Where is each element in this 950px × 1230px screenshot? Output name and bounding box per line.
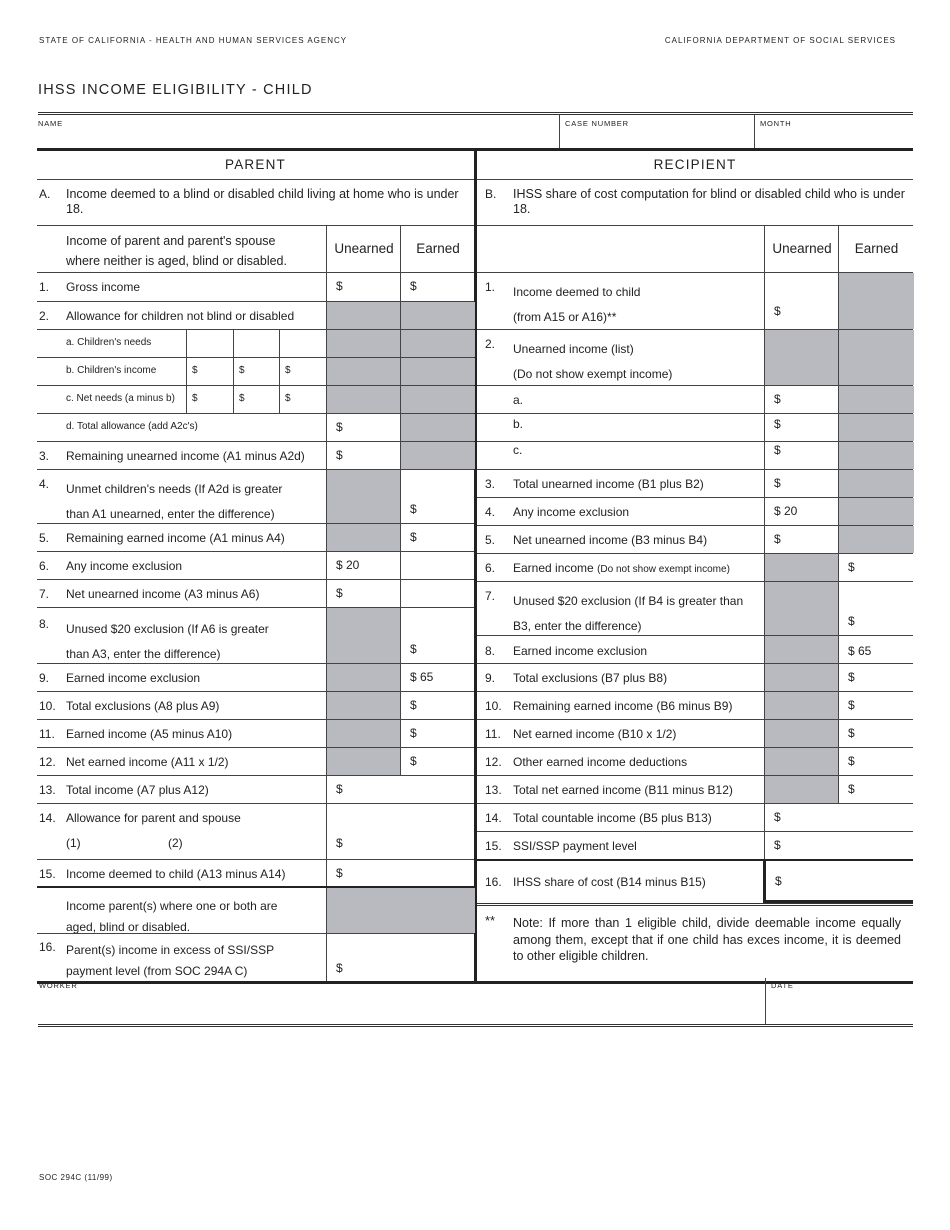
row-label	[513, 589, 743, 639]
row-number: 8.	[485, 644, 496, 658]
row-label: Total exclusions (B7 plus B8)	[513, 671, 668, 685]
row-label: d. Total allowance (add A2c's)	[66, 421, 198, 432]
parent-row-7	[37, 580, 474, 608]
row-label	[66, 477, 282, 527]
row-number: 5.	[39, 531, 50, 545]
row-number: 8.	[39, 617, 50, 631]
dollar-sign: $	[774, 810, 781, 824]
recipient-row-11	[477, 720, 913, 748]
row-number: 11.	[485, 727, 501, 741]
shaded-cell	[764, 692, 839, 719]
a1-earned-input[interactable]	[400, 273, 475, 301]
shaded-cell	[326, 748, 401, 775]
recipient-row-14	[477, 804, 913, 832]
row-label: b. Children's income	[66, 365, 157, 376]
parent-row-10	[37, 692, 474, 720]
name-label: NAME	[38, 119, 63, 128]
b8-earned-value	[838, 636, 914, 663]
shaded-cell	[764, 636, 839, 663]
note-marker: **	[485, 913, 496, 928]
parent-row-12	[37, 748, 474, 776]
dollar-sign: $	[192, 365, 198, 376]
parent-section	[37, 151, 477, 981]
recipient-row-12	[477, 748, 913, 776]
shaded-cell	[838, 442, 914, 469]
dollar-sign: $	[410, 502, 417, 516]
row-label: Gross income	[66, 280, 141, 294]
shaded-cell	[764, 664, 839, 691]
dollar-sign: $	[774, 476, 781, 490]
row-number: 7.	[485, 589, 496, 603]
dollar-sign: $	[336, 836, 343, 850]
row-number: 14.	[485, 811, 502, 825]
case-number-field[interactable]	[559, 115, 755, 148]
row-number: 16.	[39, 940, 56, 954]
row-number: 3.	[485, 477, 496, 491]
row-label	[513, 561, 730, 576]
row-number: 10.	[39, 699, 56, 713]
recipient-row-2b	[477, 414, 913, 442]
parent-row-2a	[37, 330, 474, 358]
b2a-unearned-input[interactable]	[764, 386, 839, 413]
shaded-cell	[838, 498, 914, 525]
row-label: c. Net needs (a minus b)	[66, 393, 175, 404]
recipient-row-2a	[477, 386, 913, 414]
parent-row-4	[37, 470, 474, 524]
recipient-earned-header: Earned	[854, 241, 899, 256]
shaded-cell	[400, 442, 475, 469]
dollar-sign: $	[285, 393, 291, 404]
parent-row-1	[37, 273, 474, 302]
row-label: Total exclusions (A8 plus A9)	[66, 699, 220, 713]
row-label-line1: Unmet children's needs (If A2d is greater	[66, 482, 283, 496]
recipient-row-15	[477, 832, 913, 861]
dollar-sign: $	[848, 614, 855, 628]
dollar-sign: $	[239, 365, 245, 376]
shaded-cell	[400, 330, 475, 357]
a2b-child-2-input[interactable]	[233, 358, 280, 385]
parent-column-header	[37, 226, 474, 273]
recipient-section	[477, 151, 913, 981]
b11-earned-input[interactable]	[838, 720, 914, 747]
parent-earned-header: Earned	[416, 241, 460, 256]
shaded-cell	[838, 386, 914, 413]
a7-earned-input[interactable]	[400, 580, 475, 607]
earned-header-cell	[838, 226, 914, 272]
form-number: SOC 294C (11/99)	[39, 1173, 113, 1182]
parent-row-2d	[37, 414, 474, 442]
case-number-label: CASE NUMBER	[565, 119, 629, 128]
row-number: 13.	[39, 783, 56, 797]
b6-earned-input[interactable]	[838, 554, 914, 581]
section-b-letter: B.	[485, 187, 497, 201]
shaded-cell	[400, 386, 475, 413]
dollar-sign: $	[774, 417, 781, 431]
computation-table	[37, 148, 913, 984]
b1-unearned-input[interactable]	[764, 273, 839, 329]
row-label: Remaining earned income (B6 minus B9)	[513, 699, 733, 713]
dollar-sign: $	[774, 532, 781, 546]
row-number: 6.	[39, 559, 50, 573]
department-name: CALIFORNIA DEPARTMENT OF SOCIAL SERVICES	[664, 36, 896, 45]
recipient-row-3	[477, 470, 913, 498]
dollar-sign: $	[848, 726, 855, 740]
shaded-cell	[764, 720, 839, 747]
row-label: b.	[513, 417, 524, 431]
date-field[interactable]	[765, 978, 914, 1024]
b14-total-input[interactable]	[764, 804, 914, 831]
parent-row-2c	[37, 386, 474, 414]
row-number: 14.	[39, 811, 56, 825]
dollar-sign: $	[336, 448, 343, 462]
dollar-sign: $	[774, 838, 781, 852]
row-label-line2: payment level (from SOC 294A C)	[66, 964, 248, 978]
dollar-sign: $	[775, 874, 782, 888]
a10-earned-input[interactable]	[400, 692, 475, 719]
earned-exclusion-value: $ 65	[410, 670, 434, 684]
b4-unearned-value	[764, 498, 839, 525]
dollar-sign: $	[239, 393, 245, 404]
parent-row-15	[37, 860, 474, 888]
a2b-child-3-input[interactable]	[279, 358, 327, 385]
recipient-row-8	[477, 636, 913, 664]
recipient-section-b	[477, 180, 913, 226]
shaded-cell	[764, 554, 839, 581]
shaded-cell	[764, 748, 839, 775]
b2c-unearned-input[interactable]	[764, 442, 839, 469]
row-label	[66, 617, 269, 667]
b7-earned-input[interactable]	[838, 582, 914, 635]
recipient-row-1	[477, 273, 913, 330]
month-field[interactable]	[754, 115, 914, 148]
shaded-cell	[400, 358, 475, 385]
shaded-cell	[326, 720, 401, 747]
parent-unearned-header: Unearned	[334, 241, 394, 256]
row-label: Net unearned income (A3 minus A6)	[66, 587, 260, 601]
row-label: Earned income exclusion	[513, 644, 648, 658]
row-label-line1: Unused $20 exclusion (If A6 is greater	[66, 622, 269, 636]
row-label: a. Children's needs	[66, 337, 152, 348]
row-number: 12.	[39, 755, 56, 769]
parent-subheading-line1: Income of parent and parent's spouse	[66, 234, 276, 248]
row-label-note: (Do not show exempt income)	[597, 564, 730, 575]
parent-subheading	[66, 231, 287, 271]
row-label: a.	[513, 393, 524, 407]
parent-heading: PARENT	[37, 151, 474, 180]
row-number: 7.	[39, 587, 50, 601]
row-label-line2: (Do not show exempt income)	[513, 367, 673, 381]
row-number: 3.	[39, 449, 50, 463]
b3-unearned-input[interactable]	[764, 470, 839, 497]
earned-exclusion-value: $ 65	[848, 644, 872, 658]
row-label: Earned income exclusion	[66, 671, 201, 685]
row-label: Any income exclusion	[66, 559, 183, 573]
name-field[interactable]	[38, 115, 559, 148]
row-label-line1: Unused $20 exclusion (If B4 is greater than	[513, 594, 744, 608]
shaded-cell	[326, 330, 401, 357]
recipient-row-16	[477, 861, 913, 906]
a1-unearned-input[interactable]	[326, 273, 401, 301]
dollar-sign: $	[410, 530, 417, 544]
dollar-sign: $	[410, 754, 417, 768]
parent-row-16	[37, 934, 474, 981]
a2b-child-1-input[interactable]	[186, 358, 234, 385]
shaded-cell	[326, 664, 401, 691]
parent-row-5	[37, 524, 474, 552]
dollar-sign: $	[848, 754, 855, 768]
row-number: 9.	[39, 671, 50, 685]
aged-line1: Income parent(s) where one or both are	[66, 899, 278, 913]
dollar-sign: $	[410, 698, 417, 712]
dollar-sign: $	[192, 393, 198, 404]
agency-name: STATE OF CALIFORNIA - HEALTH AND HUMAN SERVICES AGENCY	[39, 36, 348, 45]
parent-row-6	[37, 552, 474, 580]
section-b-text: IHSS share of cost computation for blind or disabled child who is under 18.	[513, 187, 905, 216]
row-number: 15.	[485, 839, 502, 853]
identification-fields	[38, 112, 913, 151]
parent-row-2b	[37, 358, 474, 386]
row-number: 13.	[485, 783, 502, 797]
row-number: 1.	[485, 280, 496, 294]
recipient-row-2	[477, 330, 913, 386]
shaded-cell	[764, 776, 839, 803]
row-number: 2.	[485, 337, 496, 351]
shaded-cell	[400, 414, 475, 441]
row-number: 9.	[485, 671, 496, 685]
recipient-row-7	[477, 582, 913, 636]
a9-earned-value	[400, 664, 475, 691]
recipient-row-10	[477, 692, 913, 720]
shaded-cell	[326, 386, 401, 413]
a2c-child-3-input[interactable]	[279, 386, 327, 413]
parent-row-14	[37, 804, 474, 860]
row-label: Allowance for children not blind or disabled	[66, 309, 295, 323]
dollar-sign: $	[336, 866, 343, 880]
dollar-sign: $	[410, 642, 417, 656]
dollar-sign: $	[336, 279, 343, 293]
dollar-sign: $	[336, 586, 343, 600]
income-exclusion-value: $ 20	[336, 558, 360, 572]
parent-1-label: (1)	[66, 836, 81, 850]
dollar-sign: $	[774, 392, 781, 406]
dollar-sign: $	[336, 420, 343, 434]
a2a-child-1-input[interactable]	[186, 330, 234, 357]
row-label: Earned income (A5 minus A10)	[66, 727, 233, 741]
recipient-row-2c	[477, 442, 913, 470]
parent-subheading-line2: where neither is aged, blind or disabled.	[66, 254, 287, 268]
dollar-sign: $	[848, 782, 855, 796]
signature-area	[38, 978, 913, 1027]
shaded-cell	[838, 414, 914, 441]
a12-earned-input[interactable]	[400, 748, 475, 775]
dollar-sign: $	[774, 304, 781, 318]
date-label: DATE	[771, 981, 794, 990]
row-label: Total income (A7 plus A12)	[66, 783, 209, 797]
dollar-sign: $	[410, 279, 417, 293]
a2a-child-3-input[interactable]	[279, 330, 327, 357]
b13-earned-input[interactable]	[838, 776, 914, 803]
row-label: Remaining unearned income (A1 minus A2d)	[66, 449, 305, 463]
worker-field[interactable]	[38, 978, 765, 1024]
a13-total-input[interactable]	[326, 776, 475, 803]
shaded-cell	[326, 888, 475, 933]
shaded-cell	[764, 330, 839, 385]
recipient-row-13	[477, 776, 913, 804]
dollar-sign: $	[336, 782, 343, 796]
recipient-column-header	[477, 226, 913, 273]
dollar-sign: $	[336, 961, 343, 975]
a2c-child-1-input[interactable]	[186, 386, 234, 413]
row-label	[513, 280, 640, 330]
note-text: Note: If more than 1 eligible child, divide deemable income equally among them, except that if one child has exces income, it is deemed to other eligible children.	[513, 916, 901, 964]
shaded-cell	[326, 524, 401, 551]
shaded-cell	[838, 470, 914, 497]
row-label-line2: than A3, enter the difference)	[66, 647, 221, 661]
parent-row-2	[37, 302, 474, 330]
row-number: 1.	[39, 280, 50, 294]
b15-total-input[interactable]	[764, 832, 914, 859]
recipient-row-9	[477, 664, 913, 692]
row-number: 4.	[485, 505, 496, 519]
month-label: MONTH	[760, 119, 792, 128]
recipient-heading: RECIPIENT	[477, 151, 913, 180]
dollar-sign: $	[410, 726, 417, 740]
aged-parent-text	[66, 896, 277, 938]
shaded-cell	[838, 273, 914, 329]
shaded-cell	[764, 582, 839, 635]
parent-row-3	[37, 442, 474, 470]
a7-unearned-input[interactable]	[326, 580, 401, 607]
dollar-sign: $	[285, 365, 291, 376]
a3-unearned-input[interactable]	[326, 442, 401, 469]
dollar-sign: $	[774, 443, 781, 457]
note-box	[477, 907, 913, 981]
dollar-sign: $	[848, 698, 855, 712]
row-number: 2.	[39, 309, 50, 323]
shaded-cell	[838, 330, 914, 385]
a2a-child-2-input[interactable]	[233, 330, 280, 357]
row-label: Remaining earned income (A1 minus A4)	[66, 531, 285, 545]
share-of-cost-input[interactable]	[763, 861, 913, 903]
aged-parent-heading	[37, 888, 474, 934]
a2c-child-2-input[interactable]	[233, 386, 280, 413]
parent-row-11	[37, 720, 474, 748]
a5-earned-input[interactable]	[400, 524, 475, 551]
parent-section-a	[37, 180, 474, 226]
shaded-cell	[838, 526, 914, 553]
a8-earned-input[interactable]	[400, 608, 475, 663]
row-label: c.	[513, 443, 523, 457]
b2b-unearned-input[interactable]	[764, 414, 839, 441]
row-number: 5.	[485, 533, 496, 547]
row-label: SSI/SSP payment level	[513, 839, 637, 853]
row-label-line1: Income deemed to child	[513, 285, 641, 299]
recipient-unearned-header: Unearned	[772, 241, 832, 256]
row-label-line1: Parent(s) income in excess of SSI/SSP	[66, 943, 275, 957]
row-number: 6.	[485, 561, 496, 575]
section-a-text: Income deemed to a blind or disabled child living at home who is under 18.	[66, 187, 459, 216]
row-label: Income deemed to child (A13 minus A14)	[66, 867, 286, 881]
row-label-line1: Unearned income (list)	[513, 342, 634, 356]
row-label-line2: (from A15 or A16)**	[513, 310, 617, 324]
shaded-cell	[326, 692, 401, 719]
b9-earned-input[interactable]	[838, 664, 914, 691]
row-number: 11.	[39, 727, 55, 741]
shaded-cell	[400, 302, 475, 329]
parent-row-9	[37, 664, 474, 692]
recipient-row-5	[477, 526, 913, 554]
row-label-main: Earned income	[513, 561, 594, 575]
parent-row-8	[37, 608, 474, 664]
dollar-sign: $	[848, 560, 855, 574]
b10-earned-input[interactable]	[838, 692, 914, 719]
form-title: IHSS INCOME ELIGIBILITY - CHILD	[38, 82, 313, 98]
row-label: Net unearned income (B3 minus B4)	[513, 533, 708, 547]
parent-row-13	[37, 776, 474, 804]
row-number: 4.	[39, 477, 50, 491]
b12-earned-input[interactable]	[838, 748, 914, 775]
a2d-unearned-input[interactable]	[326, 414, 401, 441]
row-label	[66, 940, 274, 982]
row-label-line2: B3, enter the difference)	[513, 619, 642, 633]
a11-earned-input[interactable]	[400, 720, 475, 747]
row-label: Total unearned income (B1 plus B2)	[513, 477, 704, 491]
worker-label: WORKER	[39, 981, 78, 990]
a15-total-input[interactable]	[326, 860, 475, 886]
dollar-sign: $	[848, 670, 855, 684]
income-exclusion-value: $ 20	[774, 504, 798, 518]
shaded-cell	[326, 358, 401, 385]
a16-total-input[interactable]	[326, 934, 475, 981]
row-number: 10.	[485, 699, 502, 713]
recipient-row-4	[477, 498, 913, 526]
a14-total-input[interactable]	[326, 804, 475, 859]
row-label	[513, 337, 672, 387]
a6-earned-input[interactable]	[400, 552, 475, 579]
recipient-row-6	[477, 554, 913, 582]
unearned-header-cell	[326, 226, 401, 272]
row-label: Other earned income deductions	[513, 755, 688, 769]
parent-2-label: (2)	[168, 836, 183, 850]
earned-header-cell	[400, 226, 475, 272]
row-number: 15.	[39, 867, 56, 881]
shaded-cell	[326, 608, 401, 663]
shaded-cell	[326, 302, 401, 329]
row-number: 16.	[485, 875, 502, 889]
row-label: IHSS share of cost (B14 minus B15)	[513, 875, 706, 889]
row-number: 12.	[485, 755, 502, 769]
row-label: Total net earned income (B11 minus B12)	[513, 783, 733, 797]
row-label: Total countable income (B5 plus B13)	[513, 811, 712, 825]
aged-line2: aged, blind or disabled.	[66, 920, 191, 934]
shaded-cell	[326, 470, 401, 523]
a6-unearned-value	[326, 552, 401, 579]
a4-earned-input[interactable]	[400, 470, 475, 523]
section-a-letter: A.	[39, 187, 51, 201]
b5-unearned-input[interactable]	[764, 526, 839, 553]
row-label-line2: than A1 unearned, enter the difference)	[66, 507, 275, 521]
unearned-header-cell	[764, 226, 839, 272]
row-label: Any income exclusion	[513, 505, 630, 519]
row-label: Allowance for parent and spouse	[66, 811, 241, 825]
row-label: Net earned income (B10 x 1/2)	[513, 727, 677, 741]
row-label: Net earned income (A11 x 1/2)	[66, 755, 229, 769]
